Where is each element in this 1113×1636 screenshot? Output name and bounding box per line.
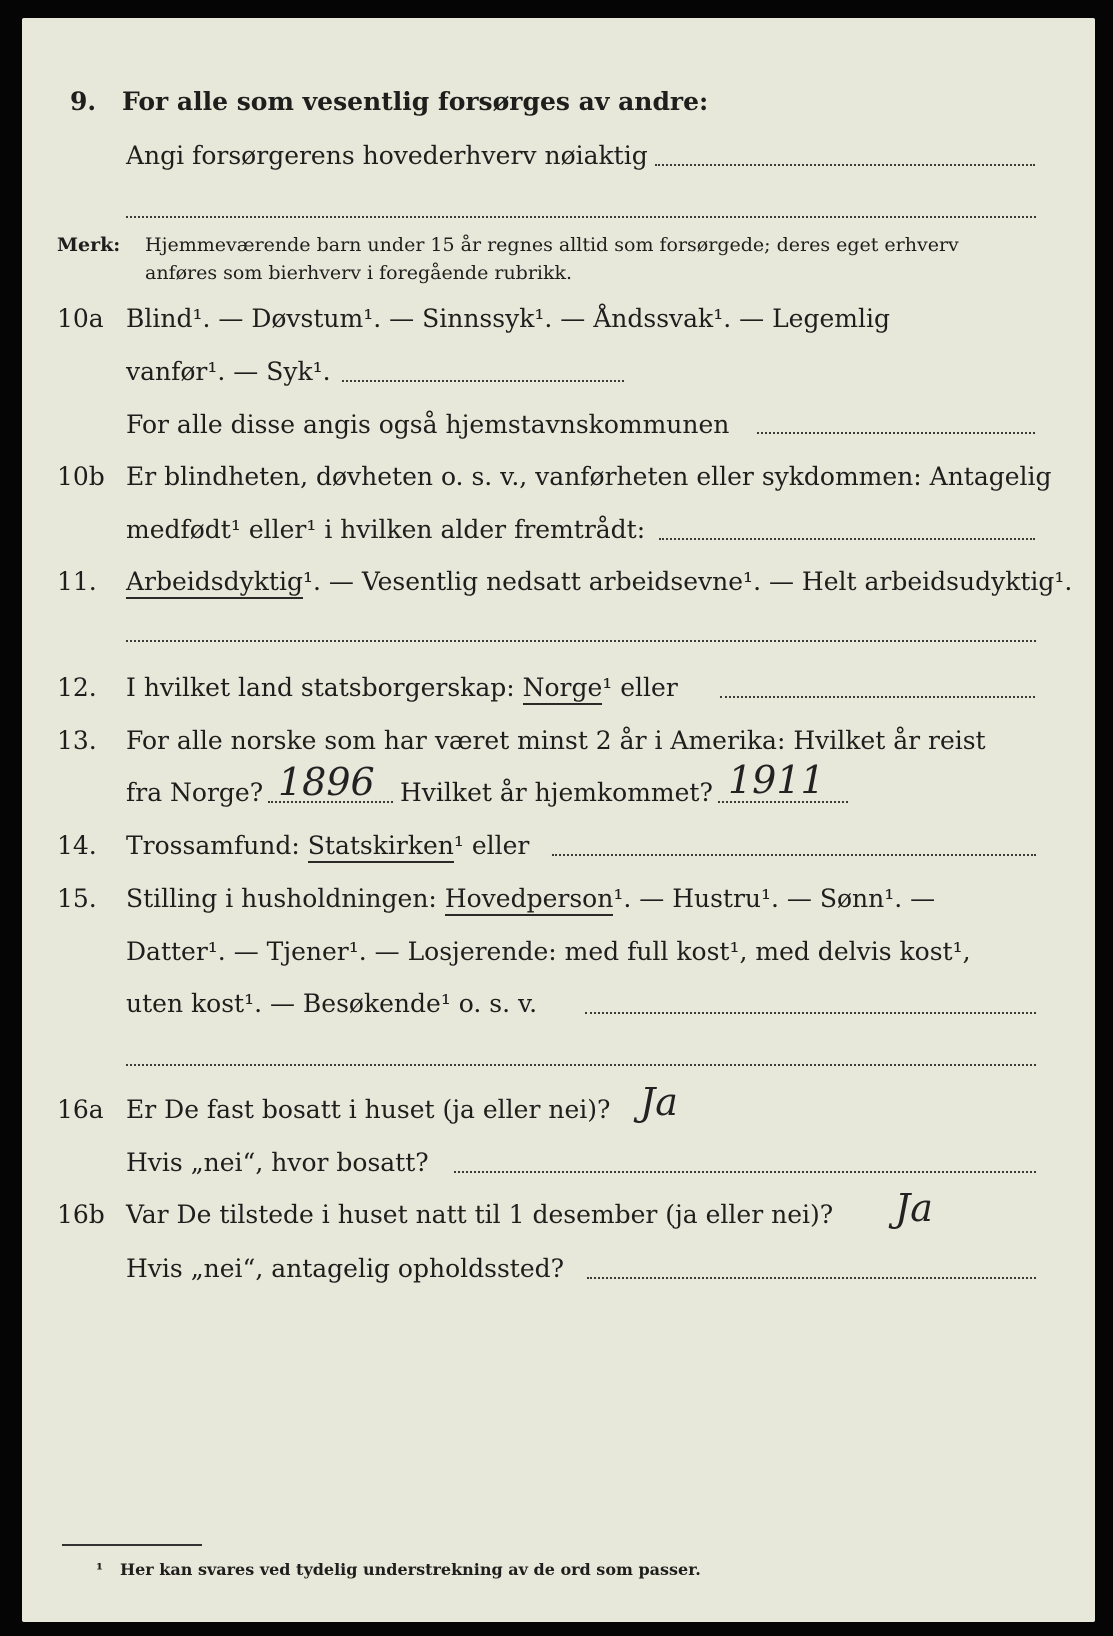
q13-mid: Hvilket år hjemkommet? xyxy=(400,778,713,807)
q10a-kommune-line[interactable] xyxy=(757,432,1035,434)
q11-number: 11. xyxy=(57,567,97,596)
q14-pre: Trossamfund: xyxy=(126,831,300,860)
q9-answer-line[interactable] xyxy=(655,164,1035,166)
q13-line1: For alle norske som har været minst 2 år i Amerika: Hvilket år reist xyxy=(126,726,986,755)
footnote-mark: ¹ xyxy=(96,1560,104,1579)
q12-answer-line[interactable] xyxy=(720,696,1035,698)
q15-line3: uten kost¹. — Besøkende¹ o. s. v. xyxy=(126,989,538,1018)
q15-post: ¹. — Hustru¹. — Sønn¹. — xyxy=(613,884,936,913)
q10b-number: 10b xyxy=(57,462,105,491)
q16a-answer-line[interactable] xyxy=(454,1171,1036,1173)
q10b-line1: Er blindheten, døvheten o. s. v., vanførheten eller sykdommen: Antagelig xyxy=(126,462,1052,491)
q16b-number: 16b xyxy=(57,1200,105,1229)
q15-pre: Stilling i husholdningen: xyxy=(126,884,437,913)
q14-answer-line[interactable] xyxy=(552,854,1036,856)
q10b-line2: medfødt¹ eller¹ i hvilken alder fremtrådt: xyxy=(126,515,646,544)
merk-label: Merk: xyxy=(57,234,121,256)
q14-post: ¹ eller xyxy=(453,831,530,860)
q14-selected-option: Statskirken xyxy=(308,831,454,863)
q15-answer-line[interactable] xyxy=(585,1012,1036,1014)
q16b-handwritten-answer: Ja xyxy=(895,1186,933,1230)
q13-pre: fra Norge? xyxy=(126,778,264,807)
q15-number: 15. xyxy=(57,884,97,913)
q16a-line1: Er De fast bosatt i huset (ja eller nei)? xyxy=(126,1095,611,1124)
merk-line2: anføres som bierhverv i foregående rubrikk. xyxy=(145,262,573,284)
q9-answer-line-2[interactable] xyxy=(126,216,1036,218)
q15-answer-line-2[interactable] xyxy=(126,1064,1036,1066)
q12-selected-option: Norge xyxy=(523,673,603,705)
q9-number: 9. xyxy=(70,87,97,116)
q9-line2: Angi forsørgerens hovederhverv nøiaktig xyxy=(126,141,648,170)
q10a-line1: Blind¹. — Døvstum¹. — Sinnssyk¹. — Åndssvak¹. — Legemlig xyxy=(126,304,890,333)
q11-rest: ¹. — Vesentlig nedsatt arbeidsevne¹. — Helt arbeidsudyktig¹. xyxy=(302,567,1073,596)
q16a-line2: Hvis „nei“, hvor bosatt? xyxy=(126,1148,429,1177)
q14-line xyxy=(126,830,529,862)
footnote-rule xyxy=(62,1544,202,1546)
q16b-line1: Var De tilstede i huset natt til 1 desember (ja eller nei)? xyxy=(126,1200,834,1229)
q9-line1: For alle som vesentlig forsørges av andre: xyxy=(122,87,709,116)
q12-number: 12. xyxy=(57,673,97,702)
q15-line2: Datter¹. — Tjener¹. — Losjerende: med full kost¹, med delvis kost¹, xyxy=(126,937,971,966)
q16b-answer-line[interactable] xyxy=(587,1277,1036,1279)
q12-line xyxy=(126,672,678,704)
q10a-syk-line[interactable] xyxy=(342,380,624,382)
q16a-handwritten-answer: Ja xyxy=(640,1080,678,1124)
q13-number: 13. xyxy=(57,726,97,755)
q11-answer-line[interactable] xyxy=(126,640,1036,642)
q13-handwritten-year-reist: 1896 xyxy=(278,760,375,804)
q15-selected-option: Hovedperson xyxy=(445,884,614,916)
q14-number: 14. xyxy=(57,831,97,860)
q12-pre: I hvilket land statsborgerskap: xyxy=(126,673,515,702)
q15-line1 xyxy=(126,883,935,915)
q16b-line2: Hvis „nei“, antagelig opholdssted? xyxy=(126,1254,565,1283)
q13-handwritten-year-hjemkommet: 1911 xyxy=(728,758,825,802)
q16a-number: 16a xyxy=(57,1095,104,1124)
q10a-line2: vanfør¹. — Syk¹. xyxy=(126,357,331,386)
q12-post: ¹ eller xyxy=(602,673,678,702)
q10b-alder-line[interactable] xyxy=(659,538,1035,540)
merk-line1: Hjemmeværende barn under 15 år regnes alltid som forsørgede; deres eget erhverv xyxy=(145,234,959,256)
q11-line xyxy=(126,566,1072,598)
q10a-line3: For alle disse angis også hjemstavnskommunen xyxy=(126,410,730,439)
q11-selected-option: Arbeidsdyktig xyxy=(126,567,303,599)
q10a-number: 10a xyxy=(57,304,104,333)
footnote-text: Her kan svares ved tydelig understrekning av de ord som passer. xyxy=(120,1560,701,1579)
